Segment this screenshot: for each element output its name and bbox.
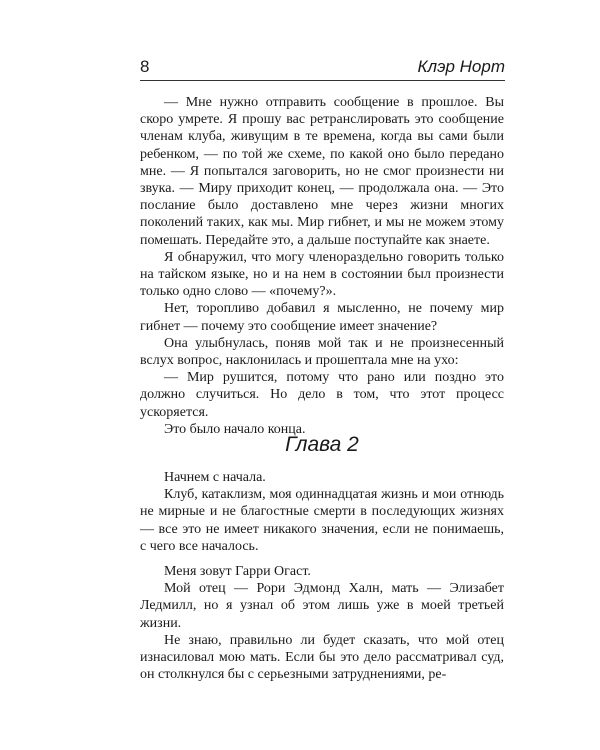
text-block-1 [140, 94, 504, 438]
text-block-2 [140, 469, 504, 555]
paragraph: Мой отец — Рори Эдмонд Халн, мать — Элизабет Ледмилл, но я узнал об этом лишь уже в моей третьей жизни. [140, 581, 504, 631]
paragraph: — Мне нужно отправить сообщение в прошлое. Вы скоро умрете. Я прошу вас ретранслировать это сообщение членам клуба, живущим в те времена, когда вы сами были ребенком, — по той же схеме, по какой оно было передано мне. — Я попытался заговорить, но не смог произнести ни звука. — Миру приходит конец, — продолжала она. — Это послание было доставлено мне через жизни многих поколений таких, как мы. Мир гибнет, и мы не можем этому помешать. Передайте это, а дальше поступайте как знаете. [140, 95, 504, 248]
running-head [140, 54, 505, 81]
paragraph: Начнем с начала. [164, 470, 266, 485]
page-number: 8 [140, 57, 150, 76]
paragraph: Не знаю, правильно ли будет сказать, что мой отец изнасиловал мою мать. Если бы это дело рассматривал суд, он столкнулся бы с серьезными затруднениями, ре- [140, 632, 504, 683]
paragraph: Я обнаружил, что могу членораздельно говорить только на тайском языке, но и на нем в состоянии был произнести только одно слово — «почему?». [140, 249, 504, 300]
paragraph: Меня зовут Гарри Огаст. [164, 564, 311, 579]
paragraph: Это было начало конца. [164, 421, 306, 437]
paragraph: Она улыбнулась, поняв мой так и не произнесенный вслух вопрос, наклонилась и прошептала мне на ухо: [140, 335, 504, 369]
chapter-title: Глава 2 [285, 433, 359, 456]
text-block-3 [140, 563, 504, 683]
book-author: Клэр Норт [417, 57, 505, 76]
paragraph: Нет, торопливо добавил я мысленно, не почему мир гибнет — почему это сообщение имеет значение? [140, 301, 504, 334]
paragraph: — Мир рушится, потому что рано или поздно это должно случиться. Но дело в том, что этот процесс ускоряется. [140, 370, 504, 420]
paragraph: Клуб, катаклизм, моя одиннадцатая жизнь и мои отнюдь не мирные и не благостные смерти в последующих жизнях — все это не имеет никакого значения, если не понимаешь, с чего все началось. [140, 487, 504, 554]
